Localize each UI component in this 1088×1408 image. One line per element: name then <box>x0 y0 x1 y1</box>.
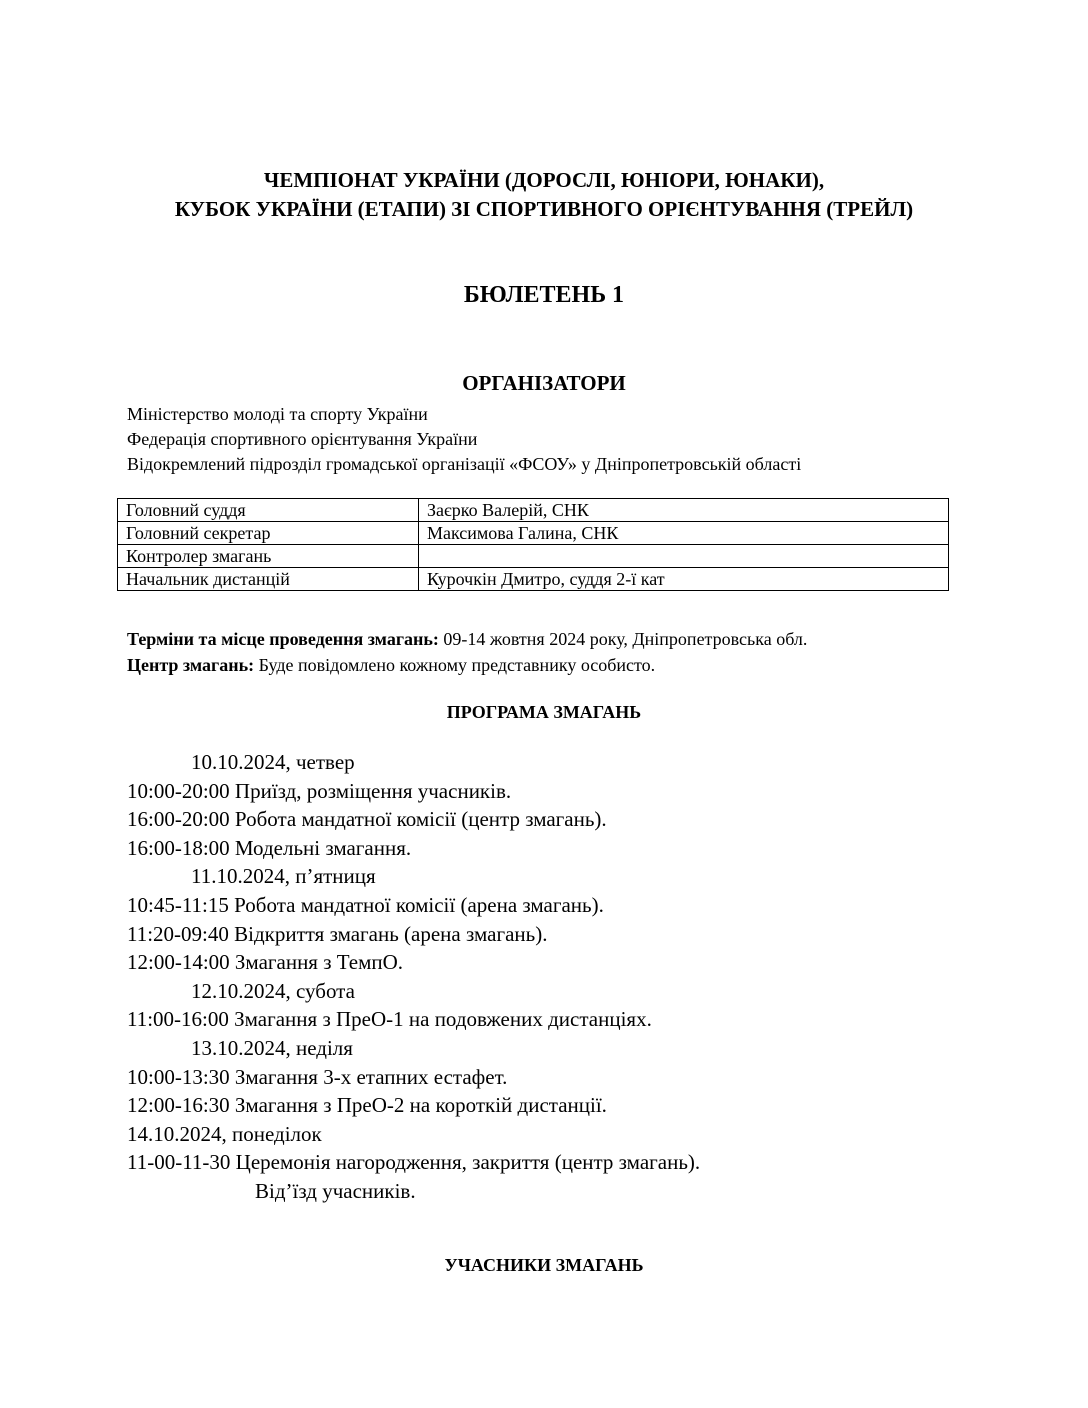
organizer-item: Відокремлений підрозділ громадської організації «ФСОУ» у Дніпропетровській області <box>127 454 802 474</box>
center-value: Буде повідомлено кожному представнику особисто. <box>254 655 656 675</box>
organizers-list <box>127 402 801 477</box>
schedule-item: 11-00-11-30 Церемонія нагородження, закриття (центр змагань). <box>127 1150 701 1175</box>
center-label: Центр змагань: <box>127 655 255 675</box>
official-role: Начальник дистанцій <box>118 568 419 591</box>
schedule-item: 11:00-16:00 Змагання з ПреО-1 на подовжених дистанціях. <box>127 1007 652 1032</box>
schedule-item: 16:00-20:00 Робота мандатної комісії (центр змагань). <box>127 807 607 832</box>
official-person <box>419 545 949 568</box>
officials-table <box>117 498 949 591</box>
table-row <box>118 545 949 568</box>
schedule-day: 10.10.2024, четвер <box>191 750 355 774</box>
schedule-item: 10:00-13:30 Змагання 3-х етапних естафет. <box>127 1064 508 1089</box>
program-schedule <box>127 748 700 1206</box>
schedule-day: 14.10.2024, понеділок <box>127 1121 322 1146</box>
dates-value: 09-14 жовтня 2024 року, Дніпропетровська обл. <box>438 629 808 649</box>
official-role: Контролер змагань <box>118 545 419 568</box>
official-person: Заєрко Валерій, СНК <box>419 499 949 522</box>
organizers-heading: ОРГАНІЗАТОРИ <box>462 371 626 395</box>
event-info <box>127 626 807 678</box>
schedule-item: Від’їзд учасників. <box>255 1178 416 1203</box>
title-line-1: ЧЕМПІОНАТ УКРАЇНИ (ДОРОСЛІ, ЮНІОРИ, ЮНАКИ), <box>263 168 825 192</box>
program-heading: ПРОГРАМА ЗМАГАНЬ <box>446 702 642 722</box>
organizer-item: Міністерство молоді та спорту України <box>127 404 428 424</box>
schedule-item: 12:00-16:30 Змагання з ПреО-2 на короткій дистанції. <box>127 1093 607 1118</box>
schedule-item: 11:20-09:40 Відкриття змагань (арена змагань). <box>127 921 548 946</box>
official-person: Курочкін Дмитро, суддя 2-ї кат <box>419 568 949 591</box>
center-line <box>127 652 807 678</box>
schedule-day: 11.10.2024, п’ятниця <box>191 864 376 889</box>
table-row <box>118 522 949 545</box>
bulletin-heading: БЮЛЕТЕНЬ 1 <box>463 282 625 308</box>
schedule-item: 10:45-11:15 Робота мандатної комісії (арена змагань). <box>127 892 604 917</box>
official-person: Максимова Галина, СНК <box>419 522 949 545</box>
participants-heading: УЧАСНИКИ ЗМАГАНЬ <box>444 1255 644 1275</box>
schedule-item: 12:00-14:00 Змагання з ТемпО. <box>127 950 404 975</box>
title-line-2: КУБОК УКРАЇНИ (ЕТАПИ) ЗІ СПОРТИВНОГО ОРІЄНТУВАННЯ (ТРЕЙЛ) <box>174 197 914 221</box>
official-role: Головний секретар <box>118 522 419 545</box>
document-title <box>0 166 1088 224</box>
official-role: Головний суддя <box>118 499 419 522</box>
table-row <box>118 568 949 591</box>
table-row <box>118 499 949 522</box>
organizer-item: Федерація спортивного орієнтування України <box>127 429 478 449</box>
schedule-item: 10:00-20:00 Приїзд, розміщення учасників. <box>127 778 512 803</box>
schedule-day: 13.10.2024, неділя <box>191 1035 353 1060</box>
dates-line <box>127 626 807 652</box>
schedule-item: 16:00-18:00 Модельні змагання. <box>127 835 412 860</box>
schedule-day: 12.10.2024, субота <box>191 978 355 1003</box>
dates-label: Терміни та місце проведення змагань: <box>127 629 439 649</box>
